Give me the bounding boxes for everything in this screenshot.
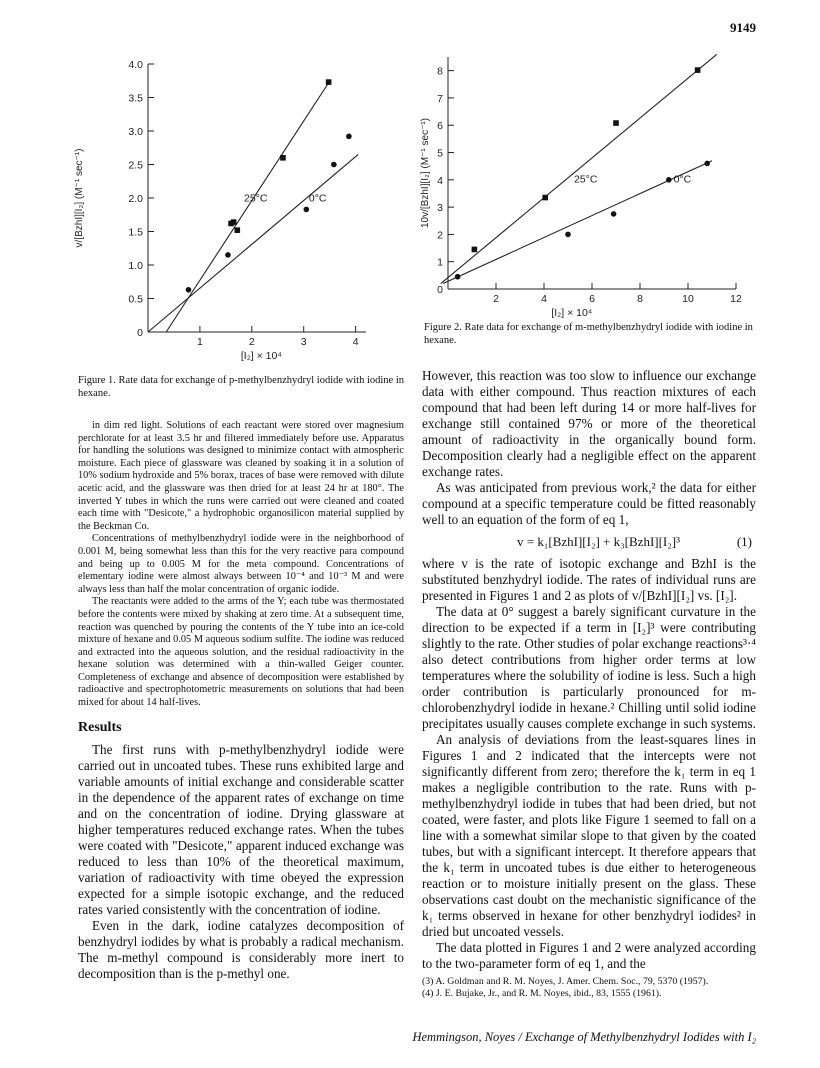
x-tick-label: 4	[541, 293, 547, 305]
paragraph: The data plotted in Figures 1 and 2 were analyzed according to the two-parameter form of eq 1, and the	[422, 940, 756, 971]
x-tick-label: 8	[637, 293, 643, 305]
x-tick-label: 4	[352, 336, 359, 348]
data-point	[234, 227, 240, 233]
page-number: 9149	[730, 20, 756, 35]
y-tick-label: 2.5	[128, 159, 143, 172]
data-point	[542, 195, 548, 201]
paragraph: Concentrations of methylbenzhydryl iodide were in the neighborhood of 0.001 M, being somewhat less than this for the very reactive para compound and being up to 0.005 M for the meta compound. Concentrations of elementary iodine were almost always between 10⁻⁴ and 10⁻³ M and were always less than half the molar concentration of organic iodide.	[78, 533, 404, 595]
data-point	[565, 232, 571, 238]
x-tick-label: 3	[300, 336, 307, 348]
y-axis-label: 10v/[BzhI][I₂] (M⁻¹ sec⁻¹)	[420, 117, 431, 229]
paragraph: where v is the rate of isotopic exchange and BzhI is the substituted benzhydryl iodide. The rates of individual runs are presented in Figures 1 and 2 as plots of v/[BzhI][I₂] vs. [I₂].	[422, 556, 756, 603]
y-tick-label: 1.5	[128, 226, 143, 239]
paragraph: An analysis of deviations from the least-squares lines in Figures 1 and 2 indicated that the intercepts were not significantly different from zero; therefore the k₁ term in eq 1 makes a negligible contribution to the rate. Runs with p-methylbenzhydryl iodide in tubes that had been dried, but not coated, were faster, and plots like Figure 1 seemed to fall on a line with a somewhat similar slope to that given by the coated tubes, but with a significant intercept. It therefore appears that the k₁ term in uncoated tubes is due either to heterogeneous reaction or to moisture initially present on the glass. These observations cast doubt on the mechanistic significance of the k₁ terms observed in hexane for other benzhydryl iodides² in dried but uncoated vessels.	[422, 732, 756, 939]
y-tick-label: 3	[437, 202, 443, 215]
x-axis-label: [I₂] × 10⁴	[551, 307, 593, 319]
y-tick-label: 8	[437, 65, 443, 78]
data-point	[704, 161, 710, 167]
x-tick-label: 2	[493, 293, 499, 305]
x-tick-label: 10	[682, 293, 694, 305]
right-column	[422, 368, 756, 1000]
data-point	[326, 79, 332, 85]
y-tick-label: 5	[437, 147, 443, 160]
figure-1-chart	[70, 48, 390, 370]
paragraph: As was anticipated from previous work,² the data for either compound at a specific temperature could be fitted reasonably well to an equation of the form of eq 1,	[422, 480, 756, 527]
references	[422, 976, 756, 1000]
y-tick-label: 1	[437, 256, 443, 269]
paragraph: The data at 0° suggest a barely significant curvature in the direction to be expected if a term in [I₂]³ were contributing slightly to the rate. Other studies of polar exchange reactions³·⁴ also detect contributions from higher order terms at low temperatures where the solubility of iodine is less. Such a high order contribution is particularly pronounced for m-chlorobenzhydryl iodide in hexane.² Chilling until solid iodine precipitates usually causes complete exchange in such systems.	[422, 604, 756, 731]
data-point	[455, 274, 461, 280]
series-label: 0°C	[308, 192, 327, 205]
data-point	[225, 252, 231, 258]
x-tick-label: 12	[730, 293, 742, 305]
y-tick-label: 7	[437, 92, 443, 105]
y-tick-label: 0.5	[128, 293, 143, 306]
series-label: 25°C	[244, 192, 268, 205]
data-point	[611, 211, 617, 217]
series-label: 25°C	[574, 173, 598, 186]
results-text	[78, 742, 404, 982]
x-tick-label: 1	[196, 336, 203, 348]
figure-2-chart	[400, 40, 760, 319]
data-point	[331, 162, 337, 168]
data-point	[613, 120, 619, 126]
data-point	[695, 67, 701, 73]
reference: (4) J. E. Bujake, Jr., and R. M. Noyes, ibid., 83, 1555 (1961).	[422, 988, 662, 999]
results-heading: Results	[78, 719, 122, 735]
y-tick-label: 6	[437, 120, 443, 133]
x-tick-label: 2	[248, 336, 255, 348]
series-label: 0°C	[673, 173, 692, 186]
paragraph: The reactants were added to the arms of the Y; each tube was thermostated before the contents were mixed by shaking at zero time. At a subsequent time, reaction was quenched by pouring the contents of the Y tube into an ice-cold mixture of hexane and 0.05 M aqueous sodium sulfite. The iodine was reduced and extracted into the aqueous solution, and the residual radioactivity in the hexane solution was determined with a thin-walled Geiger counter. Completeness of exchange and absence of decomposition were established by radioactive and spectrophotometric measurements on solutions that had been mixed for about 14 half-lives.	[78, 596, 404, 709]
equation-text: v = k₁[BzhI][I₂] + k₃[BzhI][I₂]³	[517, 534, 681, 549]
data-point	[346, 134, 352, 140]
reference: (3) A. Goldman and R. M. Noyes, J. Amer. Chem. Soc., 79, 5370 (1957).	[422, 976, 709, 987]
figure-1-caption: Figure 1. Rate data for exchange of p-methylbenzhydryl iodide with iodine in hexane.	[78, 375, 404, 399]
y-tick-label: 3.5	[128, 92, 143, 105]
y-tick-label: 4.0	[128, 59, 143, 71]
data-point	[304, 207, 310, 213]
fit-line	[148, 154, 358, 332]
paragraph: Even in the dark, iodine catalyzes decomposition of benzhydryl iodides by what is probably a radical mechanism. The m-methyl compound is considerably more inert to decomposition than is the p-methyl one.	[78, 917, 404, 981]
data-point	[186, 287, 192, 293]
paragraph: The first runs with p-methylbenzhydryl iodide were carried out in uncoated tubes. These runs exhibited large and variable amounts of initial exchange and considerable scatter in the dependence of the apparent rates of exchange on time and on the concentration of iodine. Drying glassware at higher temperatures reduced exchange rates. When the tubes were coated with "Desicote," apparent induced exchange was reduced to less than 10% of the theoretical maximum, variation of radioactivity with time obeyed the expression expected for a simple isotopic exchange, and the reduced rates varied consistently with the concentration of iodine.	[78, 741, 404, 917]
paragraph: in dim red light. Solutions of each reactant were stored over magnesium perchlorate for at least 3.5 hr and filtered immediately before use. Apparatus for handling the solutions was designed to minimize contact with atmospheric moisture. Each piece of glassware was cleaned by soaking it in a solution of 10% sodium hydroxide and 5% borax, traces of base were removed with dilute acetic acid, and the glassware was then dried for at least 24 hr at 180°. The inverted Y tubes in which the runs were carried out were cleaned and coated each time with "Desicote," a hydrophobic organosilicon material supplied by the Beckman Co.	[78, 420, 404, 532]
equation-number: (1)	[736, 534, 752, 549]
x-tick-label: 6	[589, 293, 595, 305]
y-tick-label: 2	[437, 229, 443, 242]
paragraph: However, this reaction was too slow to influence our exchange data with either compound. Thus reaction mixtures of each compound that had been left during 14 or more half-lives for exchange still contained 97% or more of the theoretical amount of radioactivity in the organically bound form. Decomposition clearly had a negligible effect on the apparent exchange rates.	[422, 368, 756, 479]
methods-text	[78, 420, 404, 710]
fit-line	[441, 54, 717, 283]
x-axis-label: [I₂] × 10⁴	[240, 350, 282, 362]
y-tick-label: 4	[437, 174, 443, 187]
y-tick-label: 0	[437, 284, 443, 296]
fit-line	[166, 83, 328, 332]
data-point	[666, 177, 672, 183]
y-axis-label: v/[BzhI][I₂] (M⁻¹ sec⁻¹)	[74, 148, 85, 248]
running-footer: Hemmingson, Noyes / Exchange of Methylbenzhydryl Iodides with I₂	[412, 1030, 756, 1044]
y-tick-label: 2.0	[128, 193, 143, 205]
data-point	[231, 219, 237, 225]
data-point	[280, 155, 286, 161]
figure-2-caption: Figure 2. Rate data for exchange of m-methylbenzhydryl iodide with iodine in hexane.	[424, 322, 753, 346]
y-tick-label: 3.0	[128, 126, 143, 138]
left-column	[78, 420, 404, 982]
y-tick-label: 1.0	[128, 260, 143, 272]
y-tick-label: 0	[137, 327, 143, 339]
data-point	[472, 247, 478, 253]
equation-1	[422, 534, 756, 552]
